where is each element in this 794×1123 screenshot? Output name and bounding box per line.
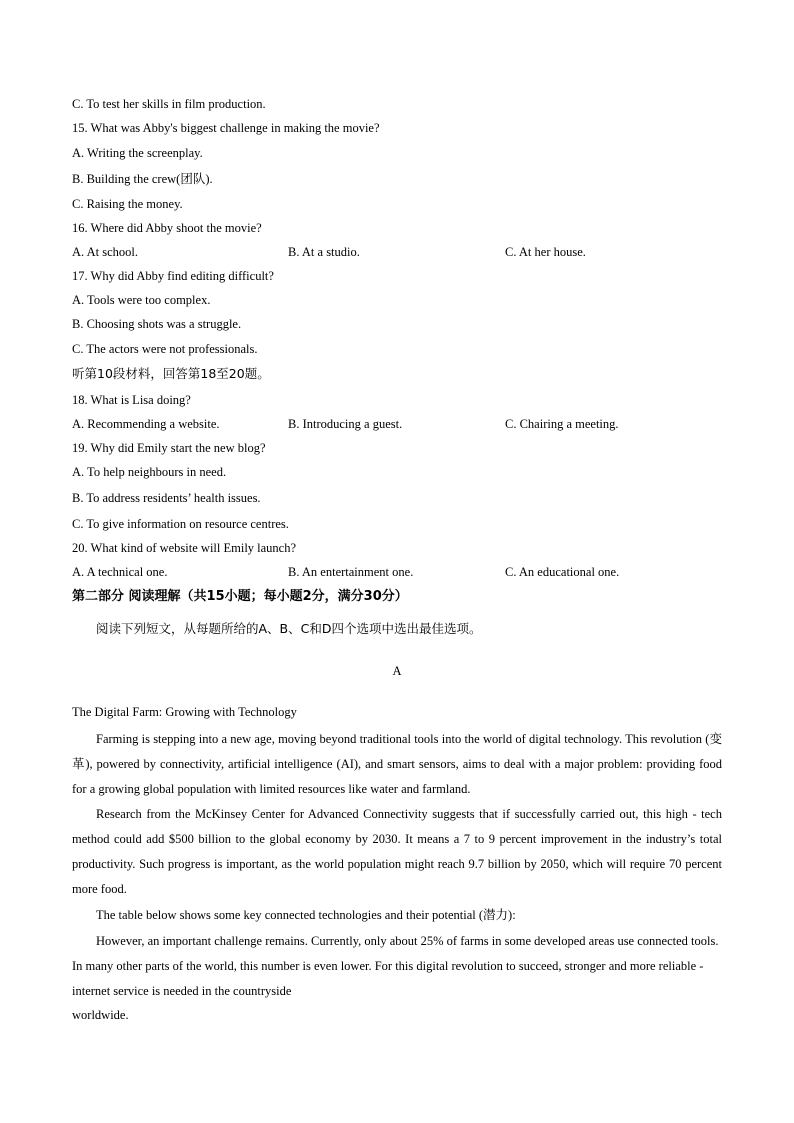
q17-option-c: C. The actors were not professionals. <box>72 342 258 356</box>
q18-stem: 18. What is Lisa doing? <box>72 393 191 407</box>
passage-paragraph-3: The table below shows some key connected technologies and their potential (潜力): <box>96 908 516 922</box>
passage-title: The Digital Farm: Growing with Technology <box>72 705 297 719</box>
passage-paragraph-1: Farming is stepping into a new age, moving beyond traditional tools into the world of digital technology. This revolution (变革), powered by connectivity, artificial intelligence (AI), and smart sensors, aims to deal with a major problem: providing food for a growing global population with limited resources like water and farmland. <box>72 732 722 796</box>
q20-option-b: B. An entertainment one. <box>288 565 414 579</box>
q15-stem: 15. What was Abby's biggest challenge in making the movie? <box>72 121 380 135</box>
part2-instruction: 阅读下列短文，从每题所给的A、B、C和D四个选项中选出最佳选项。 <box>96 621 482 636</box>
q16-option-b: B. At a studio. <box>288 245 360 259</box>
q17-stem: 17. Why did Abby find editing difficult? <box>72 269 274 283</box>
q16-option-c: C. At her house. <box>505 245 586 259</box>
q20-stem: 20. What kind of website will Emily launch? <box>72 541 297 555</box>
q19-option-c: C. To give information on resource centres. <box>72 517 289 531</box>
q16-stem: 16. Where did Abby shoot the movie? <box>72 221 262 235</box>
q20-option-a: A. A technical one. <box>72 565 168 579</box>
q19-option-b: B. To address residents’ health issues. <box>72 491 261 505</box>
part2-heading: 第二部分 阅读理解（共15小题；每小题2分，满分30分） <box>72 589 408 604</box>
q15-option-c: C. Raising the money. <box>72 197 183 211</box>
q14-option-c: C. To test her skills in film production. <box>72 97 266 111</box>
passage-paragraph-4: However, an important challenge remains. Currently, only about 25% of farms in some developed areas use connected tools. In many other parts of the world, this number is even lower. For this digital revolution to succeed, stronger and more reliable - internet service is needed in the countryside <box>72 934 719 998</box>
section-letter: A <box>392 664 402 678</box>
q15-option-a: A. Writing the screenplay. <box>72 146 203 160</box>
q17-option-b: B. Choosing shots was a struggle. <box>72 317 242 331</box>
q19-option-a: A. To help neighbours in need. <box>72 465 227 479</box>
q18-option-a: A. Recommending a website. <box>72 417 220 431</box>
q16-option-a: A. At school. <box>72 245 138 259</box>
passage-paragraph-4-tail: worldwide. <box>72 1008 129 1022</box>
listening-instruction: 听第10段材料，回答第18至20题。 <box>72 366 270 381</box>
q19-stem: 19. Why did Emily start the new blog? <box>72 441 266 455</box>
q18-option-c: C. Chairing a meeting. <box>505 417 619 431</box>
passage-paragraph-2: Research from the McKinsey Center for Advanced Connectivity suggests that if successfully carried out, this high - tech method could add $500 billion to the global economy by 2030. It means a 7 to 9 percent improvement in the industry’s total productivity. Such progress is important, as the world population might reach 9.7 billion by 2050, which will require 70 percent more food. <box>72 807 722 896</box>
q18-option-b: B. Introducing a guest. <box>288 417 403 431</box>
q15-option-b: B. Building the crew(团队). <box>72 172 213 186</box>
q17-option-a: A. Tools were too complex. <box>72 293 211 307</box>
q20-option-c: C. An educational one. <box>505 565 620 579</box>
